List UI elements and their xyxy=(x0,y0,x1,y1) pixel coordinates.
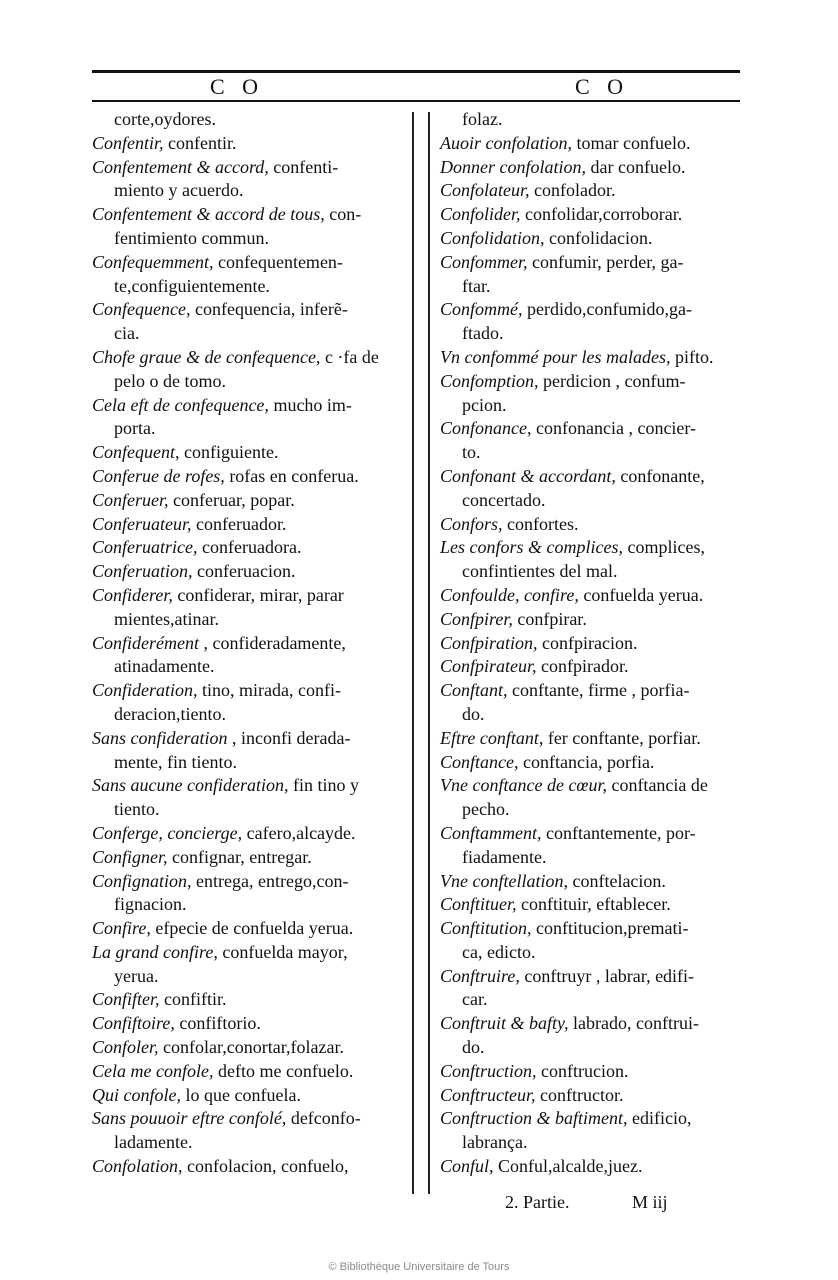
entry-continuation: miento y acuerdo. xyxy=(114,180,244,201)
dictionary-entry xyxy=(92,251,408,299)
entry-headword: Conftant, xyxy=(440,680,508,701)
dictionary-entry xyxy=(440,608,762,632)
entry-continuation: ladamente. xyxy=(114,1132,193,1153)
dictionary-entry xyxy=(440,1012,762,1060)
entry-headword: Conferge, concierge, xyxy=(92,822,243,843)
entry-headword: Sans confideration xyxy=(92,727,228,748)
entry-definition: fin tino y xyxy=(288,775,359,796)
dictionary-entry xyxy=(440,370,762,418)
dictionary-entry xyxy=(440,632,762,656)
entry-definition: Conful,alcalde,juez. xyxy=(493,1156,643,1177)
entry-definition: folaz. xyxy=(462,109,503,129)
part-label: 2. Partie. xyxy=(505,1192,570,1212)
entry-definition: efpecie de confuelda yerua. xyxy=(150,918,354,939)
dictionary-entry xyxy=(440,417,762,465)
entry-definition: defconfo- xyxy=(286,1108,361,1129)
entry-continuation: pcion. xyxy=(462,394,507,415)
entry-continuation: to. xyxy=(462,442,481,463)
entry-definition: conferuar, popar. xyxy=(168,489,295,510)
entry-headword: Confpiration, xyxy=(440,632,538,653)
entry-headword: Confifter, xyxy=(92,989,160,1010)
entry-definition: entrega, entrego,con- xyxy=(191,870,349,891)
entry-definition: confpiracion. xyxy=(537,632,638,653)
dictionary-entry xyxy=(92,465,408,489)
left-column xyxy=(92,108,408,1179)
column-divider-right xyxy=(428,112,430,1194)
entry-headword: Confiderer, xyxy=(92,584,173,605)
entry-continuation: cia. xyxy=(114,323,140,344)
dictionary-entry xyxy=(92,870,408,918)
entry-headword: Chofe graue & de confequence, xyxy=(92,346,321,367)
entry-headword: Confolidation, xyxy=(440,227,545,248)
dictionary-entry xyxy=(92,489,408,513)
entry-continuation: ftado. xyxy=(462,323,504,344)
entry-definition: configuiente. xyxy=(179,442,279,463)
entry-continuation: car. xyxy=(462,989,488,1010)
entry-definition: perdicion , confum- xyxy=(538,370,686,391)
entry-headword: Conferuatrice, xyxy=(92,537,198,558)
dictionary-entry xyxy=(440,893,762,917)
entry-definition: confortes. xyxy=(502,513,579,534)
dictionary-entry xyxy=(92,1036,408,1060)
entry-definition: conftructor. xyxy=(535,1084,624,1105)
entry-definition: confolacion, confuelo, xyxy=(182,1156,349,1177)
dictionary-entry xyxy=(92,298,408,346)
entry-definition: complices, xyxy=(622,537,705,558)
dictionary-entry xyxy=(440,727,762,751)
entry-definition: confequencia, inferẽ- xyxy=(190,299,348,320)
dictionary-entry xyxy=(440,655,762,679)
entry-definition: conferuador. xyxy=(191,513,287,534)
entry-headword: Confoulde, confire, xyxy=(440,584,579,605)
entry-definition: confequentemen- xyxy=(213,251,343,272)
entry-definition: confumir, perder, ga- xyxy=(527,251,684,272)
entry-definition: perdido,confumido,ga- xyxy=(522,299,692,320)
dictionary-entry xyxy=(92,441,408,465)
dictionary-entry xyxy=(440,513,762,537)
entry-headword: Confolation, xyxy=(92,1156,183,1177)
entry-continuation: concertado. xyxy=(462,489,546,510)
dictionary-entry xyxy=(440,108,762,132)
dictionary-entry xyxy=(92,846,408,870)
dictionary-entry xyxy=(92,679,408,727)
entry-definition: conftante, firme , porfia- xyxy=(507,680,690,701)
entry-headword: Vne conftance de cœur, xyxy=(440,775,607,796)
entry-headword: Confommé, xyxy=(440,299,523,320)
entry-definition: labrado, conftrui- xyxy=(568,1013,699,1034)
entry-headword: Confonant & accordant, xyxy=(440,465,616,486)
entry-headword: Confequemment, xyxy=(92,251,214,272)
entry-definition: cafero,alcayde. xyxy=(242,822,356,843)
dictionary-entry xyxy=(440,679,762,727)
entry-headword: Conferue de rofes, xyxy=(92,465,225,486)
entry-continuation: fiadamente. xyxy=(462,846,547,867)
dictionary-entry xyxy=(92,346,408,394)
dictionary-entry xyxy=(92,727,408,775)
dictionary-entry xyxy=(92,108,408,132)
dictionary-entry xyxy=(440,774,762,822)
entry-continuation: pelo o de tomo. xyxy=(114,370,226,391)
entry-headword: Confentir, xyxy=(92,132,164,153)
entry-definition: confolidar,corroborar. xyxy=(520,204,683,225)
entry-headword: Confequence, xyxy=(92,299,191,320)
entry-continuation: ftar. xyxy=(462,275,491,296)
entry-headword: Cela me confole, xyxy=(92,1060,214,1081)
entry-definition: tino, mirada, confi- xyxy=(197,680,341,701)
entry-headword: Conful, xyxy=(440,1156,494,1177)
entry-headword: Confoler, xyxy=(92,1037,159,1058)
dictionary-entry xyxy=(440,179,762,203)
dictionary-entry xyxy=(440,298,762,346)
entry-definition: confpirar. xyxy=(512,608,587,629)
entry-definition: edificio, xyxy=(627,1108,692,1129)
dictionary-entry xyxy=(440,1084,762,1108)
entry-definition: conftitucion,premati- xyxy=(531,918,689,939)
entry-headword: Confomption, xyxy=(440,370,539,391)
entry-headword: Cela eft de confequence, xyxy=(92,394,269,415)
dictionary-entry xyxy=(92,632,408,680)
entry-continuation: labrança. xyxy=(462,1132,528,1153)
header-top-rule xyxy=(92,70,740,73)
entry-headword: Confequent, xyxy=(92,442,180,463)
entry-definition: rofas en conferua. xyxy=(224,465,359,486)
entry-continuation: confintientes del mal. xyxy=(462,561,618,582)
entry-headword: Conftituer, xyxy=(440,894,517,915)
entry-definition: confignar, entregar. xyxy=(167,846,312,867)
dictionary-entry xyxy=(92,1155,408,1179)
entry-continuation: fentimiento commun. xyxy=(114,227,269,248)
dictionary-entry xyxy=(92,1012,408,1036)
entry-headword: Confommer, xyxy=(440,251,528,272)
dictionary-entry xyxy=(440,1155,762,1179)
entry-continuation: do. xyxy=(462,703,485,724)
entry-definition: confiderar, mirar, parar xyxy=(172,584,344,605)
dictionary-entry xyxy=(92,513,408,537)
dictionary-entry xyxy=(92,774,408,822)
dictionary-entry xyxy=(92,560,408,584)
entry-definition: confentir. xyxy=(163,132,237,153)
entry-continuation: ca, edicto. xyxy=(462,941,536,962)
entry-headword: Vn confommé pour les malades, xyxy=(440,346,671,367)
entry-headword: Conftruction & baftiment, xyxy=(440,1108,628,1129)
entry-headword: Conferuer, xyxy=(92,489,169,510)
entry-headword: Sans pouuoir eftre confolé, xyxy=(92,1108,287,1129)
entry-definition: , inconfi deradа- xyxy=(227,727,351,748)
dictionary-entry xyxy=(92,917,408,941)
entry-definition: confolidacion. xyxy=(544,227,653,248)
entry-definition: confolar,conortar,folazar. xyxy=(158,1037,344,1058)
library-credit: © Bibliothèque Universitaire de Tours xyxy=(328,1261,510,1273)
entry-definition: , confideradamente, xyxy=(198,632,346,653)
entry-definition: conftrucion. xyxy=(536,1060,629,1081)
dictionary-entry xyxy=(440,1107,762,1155)
header-bottom-rule xyxy=(92,100,740,102)
dictionary-entry xyxy=(440,584,762,608)
entry-headword: Vne conftellation, xyxy=(440,870,568,891)
entry-headword: Conferuateur, xyxy=(92,513,192,534)
entry-continuation: fignacion. xyxy=(114,894,187,915)
dictionary-entry xyxy=(92,941,408,989)
entry-headword: Donner confolation, xyxy=(440,156,586,177)
entry-definition: confuelda mayor, xyxy=(217,941,348,962)
entry-headword: Confpirer, xyxy=(440,608,513,629)
dictionary-entry xyxy=(92,536,408,560)
entry-headword: Confonance, xyxy=(440,418,532,439)
dictionary-entry xyxy=(440,1060,762,1084)
entry-headword: Confentement & accord, xyxy=(92,156,269,177)
entry-definition: confiftorio. xyxy=(174,1013,261,1034)
entry-definition: conftruyr , labrar, edifi- xyxy=(519,965,695,986)
entry-definition: confiftir. xyxy=(159,989,227,1010)
dictionary-entry xyxy=(92,203,408,251)
dictionary-entry xyxy=(92,1084,408,1108)
entry-headword: Conftance, xyxy=(440,751,519,772)
entry-headword: Conftructeur, xyxy=(440,1084,536,1105)
dictionary-entry xyxy=(92,822,408,846)
dictionary-entry xyxy=(440,751,762,775)
right-column xyxy=(440,108,762,1179)
entry-headword: Eftre conftant, xyxy=(440,727,544,748)
entry-continuation: deracion,tiento. xyxy=(114,703,226,724)
entry-definition: con- xyxy=(324,204,362,225)
entry-definition: conferuacion. xyxy=(192,561,296,582)
dictionary-entry xyxy=(440,203,762,227)
dictionary-entry xyxy=(440,132,762,156)
entry-definition: confonante, xyxy=(615,465,705,486)
entry-definition: conftituir, eftablecer. xyxy=(516,894,671,915)
entry-definition: confolador. xyxy=(529,180,616,201)
dictionary-entry xyxy=(92,1060,408,1084)
dictionary-entry xyxy=(92,1107,408,1155)
entry-definition: fer conftante, porfiar. xyxy=(543,727,701,748)
entry-definition: conferuadora. xyxy=(197,537,302,558)
entry-definition: confpirador. xyxy=(536,656,629,677)
entry-continuation: porta. xyxy=(114,418,156,439)
entry-continuation: mente, fin tiento. xyxy=(114,751,237,772)
entry-continuation: te,configuientemente. xyxy=(114,275,270,296)
entry-definition: corte,oydores. xyxy=(114,109,216,129)
running-head-left: C O xyxy=(210,74,265,99)
entry-headword: Conftitution, xyxy=(440,918,532,939)
entry-headword: Les confors & complices, xyxy=(440,537,623,558)
entry-headword: Confiftoire, xyxy=(92,1013,175,1034)
entry-definition: confenti- xyxy=(268,156,339,177)
dictionary-entry xyxy=(92,394,408,442)
entry-continuation: yerua. xyxy=(114,965,159,986)
dictionary-entry xyxy=(92,156,408,204)
entry-definition: conftantemente, por- xyxy=(541,822,696,843)
entry-headword: Configner, xyxy=(92,846,168,867)
column-divider-left xyxy=(412,112,414,1194)
entry-headword: Conftruit & bafty, xyxy=(440,1013,569,1034)
entry-definition: conftancia de xyxy=(606,775,708,796)
entry-headword: La grand confire, xyxy=(92,941,218,962)
entry-headword: Confentement & accord de tous, xyxy=(92,204,325,225)
entry-definition: conftancia, porfia. xyxy=(518,751,655,772)
entry-headword: Conferuation, xyxy=(92,561,193,582)
dictionary-entry xyxy=(440,917,762,965)
entry-definition: lo que confuela. xyxy=(180,1084,301,1105)
entry-headword: Confideration, xyxy=(92,680,198,701)
entry-headword: Conftruire, xyxy=(440,965,520,986)
entry-headword: Confors, xyxy=(440,513,503,534)
entry-definition: tomar confuelo. xyxy=(572,132,691,153)
entry-definition: dar confuelo. xyxy=(586,156,686,177)
dictionary-entry xyxy=(440,346,762,370)
dictionary-entry xyxy=(92,988,408,1012)
dictionary-entry xyxy=(440,156,762,180)
dictionary-entry xyxy=(440,465,762,513)
entry-definition: confonancia , concier- xyxy=(531,418,697,439)
entry-headword: Sans aucune confideration, xyxy=(92,775,289,796)
dictionary-entry xyxy=(440,822,762,870)
entry-definition: mucho im- xyxy=(268,394,352,415)
entry-continuation: atinadamente. xyxy=(114,656,215,677)
entry-continuation: tiento. xyxy=(114,799,160,820)
entry-headword: Confiderément xyxy=(92,632,199,653)
entry-headword: Qui confole, xyxy=(92,1084,181,1105)
entry-headword: Confolider, xyxy=(440,204,521,225)
dictionary-entry xyxy=(440,965,762,1013)
running-head-right: C O xyxy=(575,74,630,99)
entry-continuation: do. xyxy=(462,1037,485,1058)
dictionary-entry xyxy=(92,132,408,156)
entry-definition: confuelda yerua. xyxy=(578,584,704,605)
entry-definition: c ·fa de xyxy=(320,346,379,367)
entry-continuation: pecho. xyxy=(462,799,510,820)
signature-mark: M iij xyxy=(632,1192,668,1212)
entry-headword: Conftamment, xyxy=(440,822,542,843)
entry-headword: Confignation, xyxy=(92,870,192,891)
entry-definition: conftelacion. xyxy=(567,870,666,891)
entry-continuation: mientes,atinar. xyxy=(114,608,219,629)
dictionary-entry xyxy=(440,536,762,584)
dictionary-entry xyxy=(440,251,762,299)
entry-definition: defto me confuelo. xyxy=(213,1060,354,1081)
entry-headword: Confpirateur, xyxy=(440,656,537,677)
page-footer xyxy=(505,1192,668,1213)
entry-headword: Auoir confolation, xyxy=(440,132,572,153)
dictionary-entry xyxy=(440,227,762,251)
dictionary-entry xyxy=(92,584,408,632)
entry-definition: pifto. xyxy=(670,346,714,367)
entry-headword: Confolateur, xyxy=(440,180,530,201)
entry-headword: Conftruction, xyxy=(440,1060,537,1081)
dictionary-entry xyxy=(440,870,762,894)
entry-headword: Confire, xyxy=(92,918,151,939)
